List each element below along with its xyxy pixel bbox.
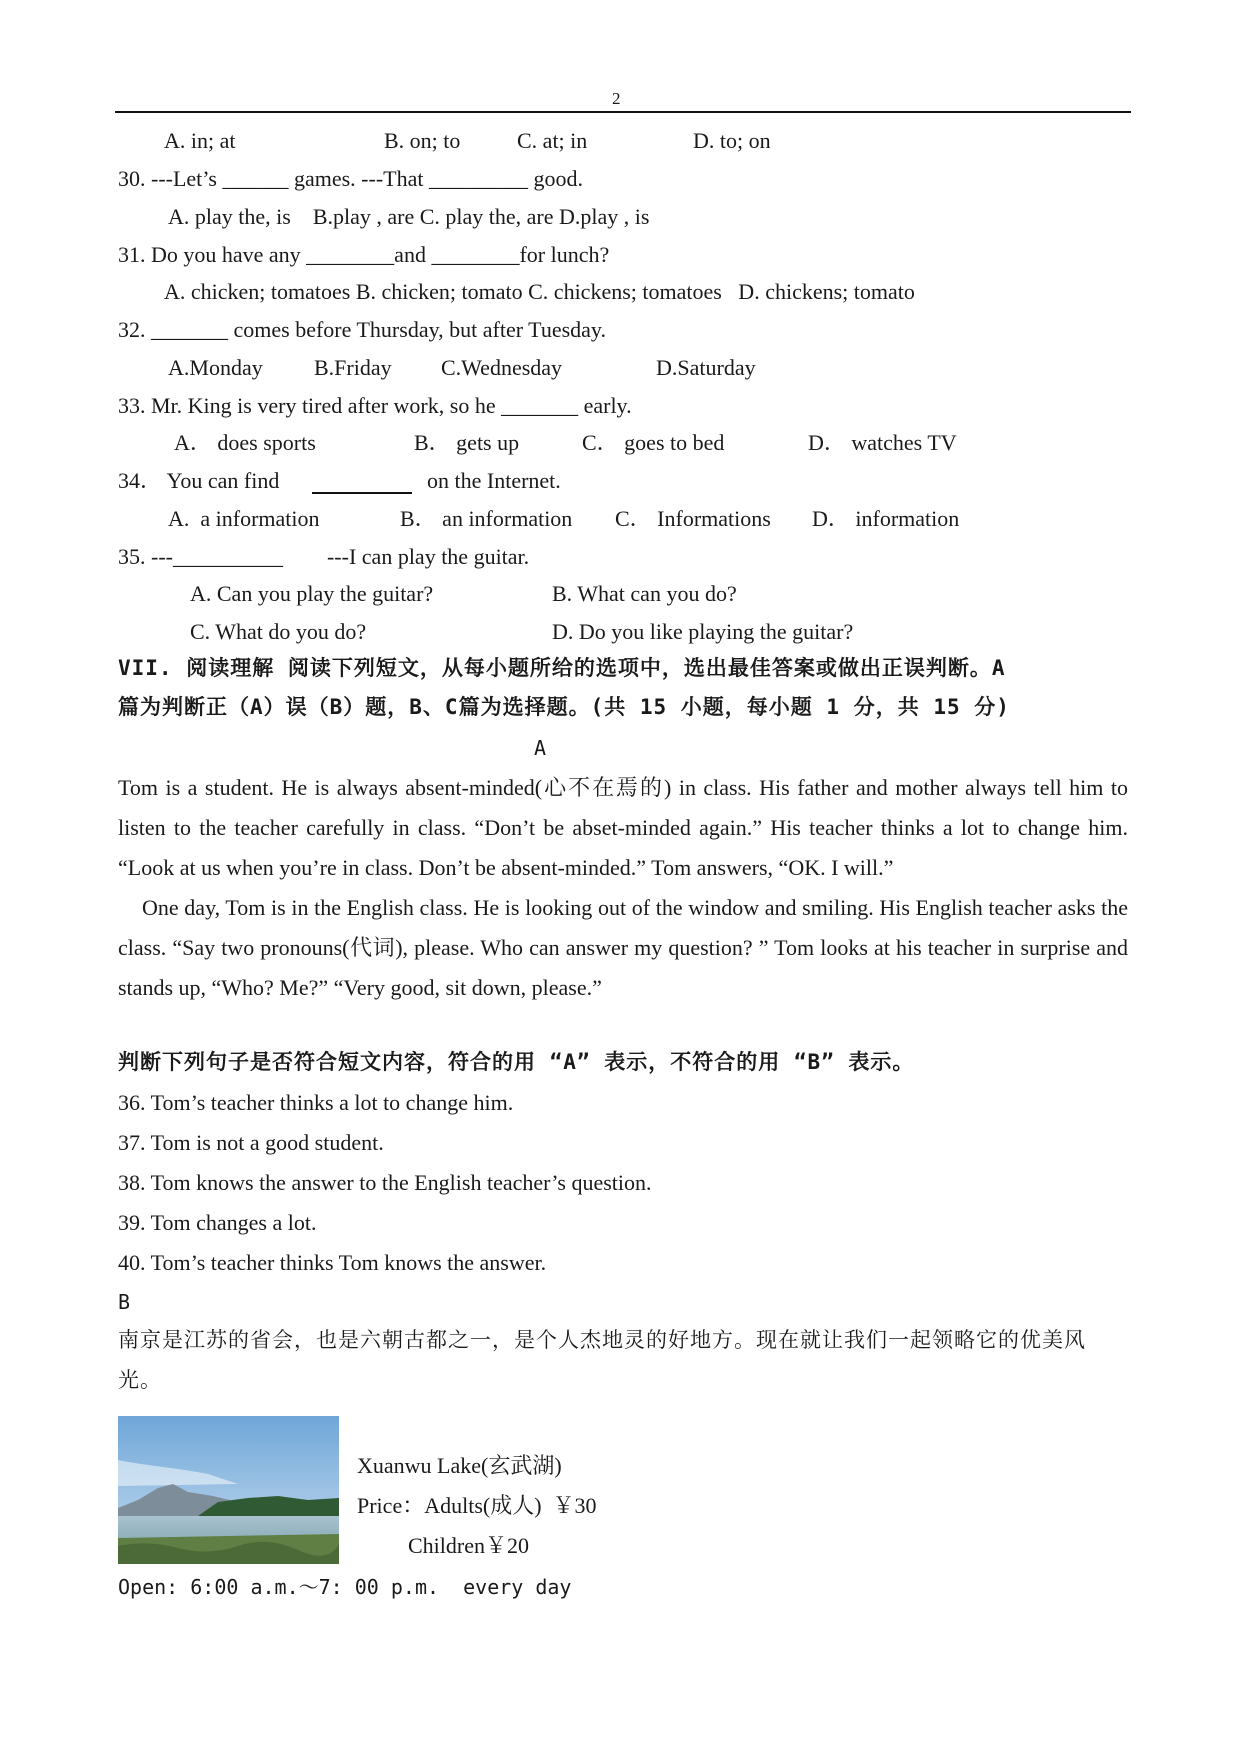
q34-option-d: D． information bbox=[812, 506, 960, 531]
place-name: Xuanwu Lake(玄武湖) bbox=[357, 1453, 562, 1478]
price-adults: Price：Adults(成人) ￥30 bbox=[357, 1493, 597, 1518]
question-37: 37. Tom is not a good student. bbox=[118, 1130, 384, 1155]
q33-option-c: C． goes to bed bbox=[582, 430, 725, 455]
q32-stem: 32. _______ comes before Thursday, but after Tuesday. bbox=[118, 317, 606, 342]
question-36: 36. Tom’s teacher thinks a lot to change him. bbox=[118, 1090, 514, 1115]
passage-a-para2: One day, Tom is in the English class. He is looking out of the window and smiling. His English teacher asks the class. “Say two pronouns(代词), please. Who can answer my question? ” Tom looks at his teacher in surprise and stands up, “Who? Me?” “Very good, sit down, please.” bbox=[118, 895, 1128, 1000]
question-39: 39. Tom changes a lot. bbox=[118, 1210, 317, 1235]
q34-stem-start: 34． You can find bbox=[118, 468, 280, 493]
q32-option-d: D.Saturday bbox=[656, 355, 756, 380]
q33-option-d: D． watches TV bbox=[808, 430, 957, 455]
q35-option-c: C. What do you do? bbox=[190, 619, 367, 644]
q32-option-a: A.Monday bbox=[168, 355, 263, 380]
q35-option-d: D. Do you like playing the guitar? bbox=[552, 619, 854, 644]
price-children: Children￥20 bbox=[408, 1533, 529, 1558]
section-heading-line1: VII. 阅读理解 阅读下列短文，从每小题所给的选项中，选出最佳答案或做出正误判断。A bbox=[118, 656, 1006, 680]
q32-option-b: B.Friday bbox=[314, 355, 392, 380]
q31-options: A. chicken; tomatoes B. chicken; tomato C. chickens; tomatoes D. chickens; tomato bbox=[164, 279, 915, 304]
q35-option-a: A. Can you play the guitar? bbox=[190, 581, 434, 606]
q33-option-a: A． does sports bbox=[174, 430, 316, 455]
q32-option-c: C.Wednesday bbox=[441, 355, 563, 380]
q33-stem: 33. Mr. King is very tired after work, so he _______ early. bbox=[118, 393, 632, 418]
q35-option-b: B. What can you do? bbox=[552, 581, 737, 606]
q34-option-c: C． Informations bbox=[615, 506, 771, 531]
q30-options: A. play the, is B.play , are C. play the, are D.play , is bbox=[168, 204, 650, 229]
q31-stem: 31. Do you have any ________and ________for lunch? bbox=[118, 242, 610, 267]
section-heading-line2: 篇为判断正（A）误（B）题，B、C篇为选择题。(共 15 小题，每小题 1 分，共 15 分) bbox=[118, 695, 1010, 719]
q34-blank bbox=[312, 468, 412, 494]
passage-a-para1: Tom is a student. He is always absent-minded(心不在焉的) in class. His father and mother always tell him to listen to the teacher carefully in class. “Don’t be abset-minded again.” His teacher thinks a lot to change him. “Look at us when you’re in class. Don’t be absent-minded.” Tom answers, “OK. I will.” bbox=[118, 775, 1128, 880]
opening-hours: Open: 6:00 a.m.～7: 00 p.m. every day bbox=[118, 1575, 572, 1599]
q34-stem-end: on the Internet. bbox=[427, 468, 561, 493]
q29-option-c: C. at; in bbox=[517, 128, 588, 153]
passage-a-label: A bbox=[534, 736, 547, 760]
q29-option-d: D. to; on bbox=[693, 128, 771, 153]
passage-b-label: B bbox=[118, 1290, 131, 1314]
q29-option-b: B. on; to bbox=[384, 128, 461, 153]
q34-option-b: B． an information bbox=[400, 506, 573, 531]
page-number: 2 bbox=[612, 89, 621, 108]
passage-b-intro: 南京是江苏的省会，也是六朝古都之一，是个人杰地灵的好地方。现在就让我们一起领略它的优美风光。 bbox=[118, 1328, 1086, 1392]
passage-a-text bbox=[118, 768, 1128, 1008]
xuanwu-lake-photo bbox=[118, 1416, 339, 1564]
q30-stem: 30. ---Let’s ______ games. ---That _________ good. bbox=[118, 166, 583, 191]
q35-stem: 35. ---__________ ---I can play the guitar. bbox=[118, 544, 530, 569]
header-rule bbox=[115, 111, 1131, 113]
question-38: 38. Tom knows the answer to the English teacher’s question. bbox=[118, 1170, 652, 1195]
passage-a-instruction: 判断下列句子是否符合短文内容，符合的用 “A” 表示，不符合的用 “B” 表示。 bbox=[118, 1050, 915, 1074]
q34-option-a: A. a information bbox=[168, 506, 320, 531]
q33-option-b: B． gets up bbox=[414, 430, 520, 455]
question-40: 40. Tom’s teacher thinks Tom knows the answer. bbox=[118, 1250, 547, 1275]
q29-option-a: A. in; at bbox=[164, 128, 236, 153]
